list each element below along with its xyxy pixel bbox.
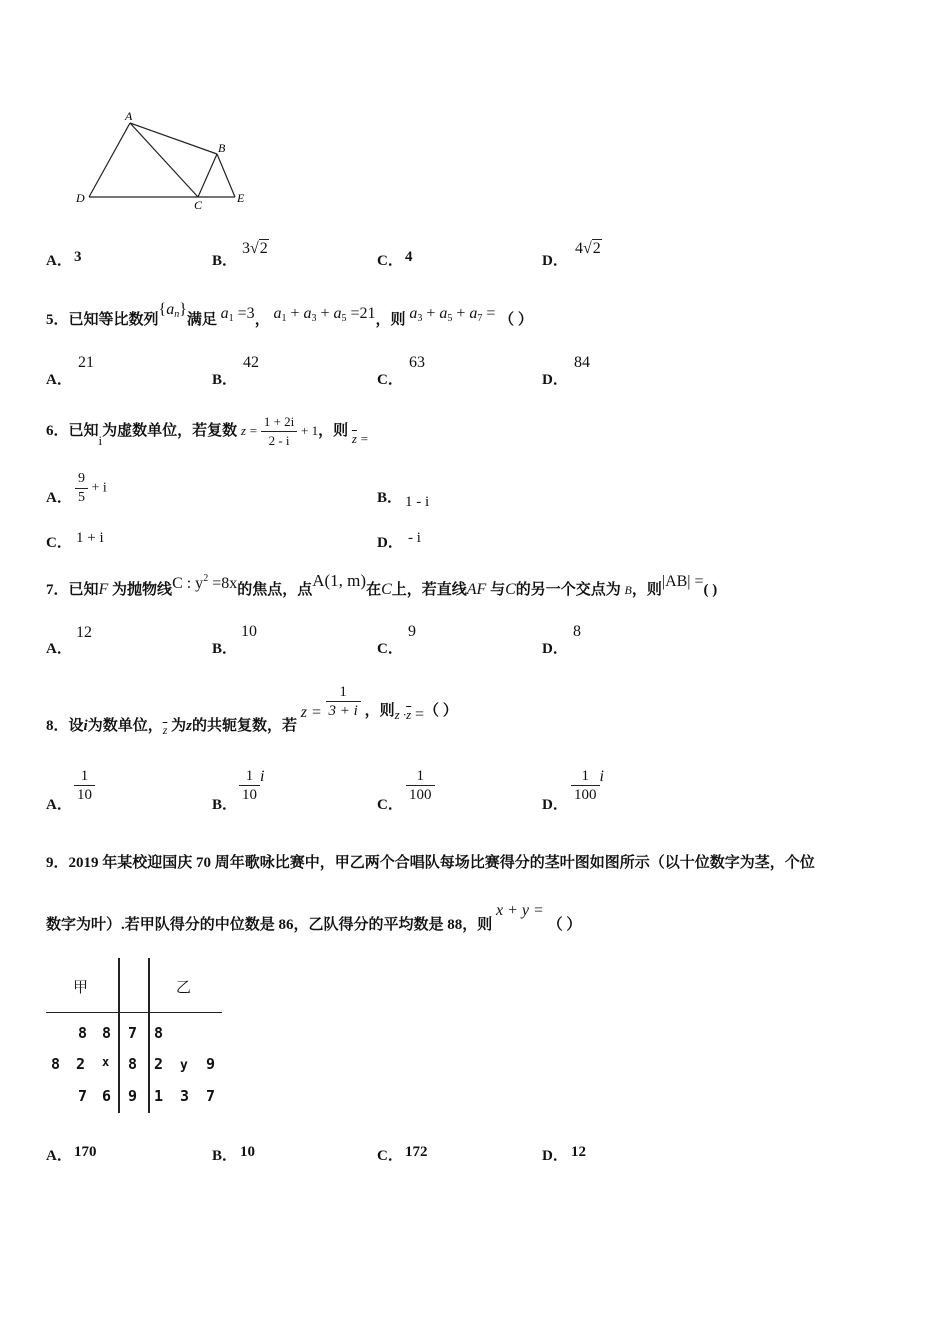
table-row: 8 [78, 1024, 88, 1042]
table-head-left: 甲 [73, 978, 89, 996]
q4-option-b-value: 3√2 [242, 240, 268, 257]
q7-option-c-label[interactable]: C． [377, 641, 403, 657]
q7-stem: 7．已知F 为抛物线C : $y^2 =8x$的焦点，点A(1, m)在C上，若直线AF 与C的另一个交点为 B，则|AB| =( ) [46, 571, 718, 598]
label-d: D [76, 191, 85, 205]
q8-option-a-label[interactable]: A． [46, 797, 72, 813]
q5-option-d-value: 84 [574, 354, 590, 371]
table-head-right: 乙 [176, 978, 192, 996]
table-row: 8 [102, 1024, 112, 1042]
q4-option-d-label[interactable]: D． [542, 253, 568, 269]
q7-option-d-value: 8 [573, 623, 581, 640]
q8-option-a-value: $\frac{1}{10}$ [74, 767, 95, 804]
q4-option-c-label[interactable]: C． [377, 253, 403, 269]
q6-option-b-value: 1 - i [405, 494, 430, 510]
q6-option-c-label[interactable]: C． [46, 535, 72, 551]
label-a: A [125, 109, 133, 123]
label-b: B [218, 141, 226, 155]
q9-option-a-label[interactable]: A． [46, 1148, 72, 1164]
q4-option-a-label[interactable]: A． [46, 253, 72, 269]
q7-option-d-label[interactable]: D． [542, 641, 568, 657]
q8-stem: 8．设i为数单位，$_{\overline{z}}$ 为z的共轭复数，若 z = $\frac{1}{3 + i}$ ，则$z \cdot\overline{z}$ =（ ） [46, 684, 458, 737]
q8-option-b-value: $\frac{1}{10}$ i [239, 767, 264, 804]
q8-option-c-label[interactable]: C． [377, 797, 403, 813]
table-stem: 9 [128, 1087, 138, 1105]
q5-option-c-label[interactable]: C． [377, 372, 403, 388]
q8-option-d-value: $\frac{1}{100}$ i [571, 767, 604, 804]
q7-option-a-label[interactable]: A． [46, 641, 72, 657]
q7-option-c-value: 9 [408, 623, 416, 640]
q9-option-a-value: 170 [74, 1144, 97, 1160]
q7-option-b-label[interactable]: B． [212, 641, 238, 657]
q4-option-a-value: 3 [74, 249, 82, 265]
table-row: 9 [206, 1055, 216, 1073]
q5-option-a-label[interactable]: A． [46, 372, 72, 388]
q9-option-d-value: 12 [571, 1144, 586, 1160]
q5-stem: 5．已知等比数列$\{a_n\}$满足 $a_1 =3$， $a_1 + a_3 + a_5 =21$，则 $a_3 + a_5 + a_7$ = （ ） [46, 301, 533, 328]
q9-line-2: 数字为叶）.若甲队得分的中位数是 86，乙队得分的平均数是 88，则 x + y = （ ） [46, 902, 582, 933]
q4-option-d-value: 4√2 [575, 240, 601, 257]
q4-option-b-label[interactable]: B． [212, 253, 238, 269]
q6-option-d-value: - i [408, 530, 421, 546]
q9-option-c-value: 172 [405, 1144, 428, 1160]
table-row: 7 [78, 1087, 88, 1105]
q6-option-a-label[interactable]: A． [46, 490, 72, 506]
table-row: 2 [154, 1055, 164, 1073]
q8-option-c-value: $\frac{1}{100}$ [406, 767, 435, 804]
q6-option-d-label[interactable]: D． [377, 535, 403, 551]
q4-option-c-value: 4 [405, 249, 413, 265]
q8-option-b-label[interactable]: B． [212, 797, 238, 813]
triangle-figure [70, 105, 260, 215]
q6-stem: 6．已知i为虚数单位，若复数 z = $\frac{1 + 2i}{2 - i}$ + 1，则 $\overline{z}$ = [46, 414, 369, 448]
table-row: 2 [76, 1055, 86, 1073]
table-row: 3 [180, 1087, 190, 1105]
table-row: 7 [206, 1087, 216, 1105]
stem-leaf-table [46, 958, 222, 1114]
table-row: 6 [102, 1087, 112, 1105]
q7-option-b-value: 10 [241, 623, 257, 640]
q6-option-b-label[interactable]: B． [377, 490, 403, 506]
q8-option-d-label[interactable]: D． [542, 797, 568, 813]
q9-option-b-label[interactable]: B． [212, 1148, 238, 1164]
q5-option-c-value: 63 [409, 354, 425, 371]
q5-option-a-value: 21 [78, 354, 94, 371]
q6-option-a-value: $\frac{9}{5}$ + i [75, 470, 107, 507]
q5-option-b-value: 42 [243, 354, 259, 371]
table-row: x [102, 1055, 110, 1069]
q9-option-b-value: 10 [240, 1144, 255, 1160]
q9-option-c-label[interactable]: C． [377, 1148, 403, 1164]
table-row: y [180, 1058, 188, 1073]
table-row: 8 [154, 1024, 164, 1042]
q5-option-d-label[interactable]: D． [542, 372, 568, 388]
q6-option-c-value: 1 + i [76, 530, 104, 546]
table-stem: 8 [128, 1055, 138, 1073]
table-stem: 7 [128, 1024, 138, 1042]
label-e: E [237, 191, 245, 205]
table-row: 8 [51, 1055, 61, 1073]
q7-option-a-value: 12 [76, 624, 92, 641]
label-c: C [194, 198, 203, 212]
q9-option-d-label[interactable]: D． [542, 1148, 568, 1164]
table-row: 1 [154, 1087, 164, 1105]
q9-line-1: 9．2019 年某校迎国庆 70 周年歌咏比赛中，甲乙两个合唱队每场比赛得分的茎叶图如图所示（以十位数字为茎，个位 [46, 855, 815, 871]
q5-option-b-label[interactable]: B． [212, 372, 238, 388]
